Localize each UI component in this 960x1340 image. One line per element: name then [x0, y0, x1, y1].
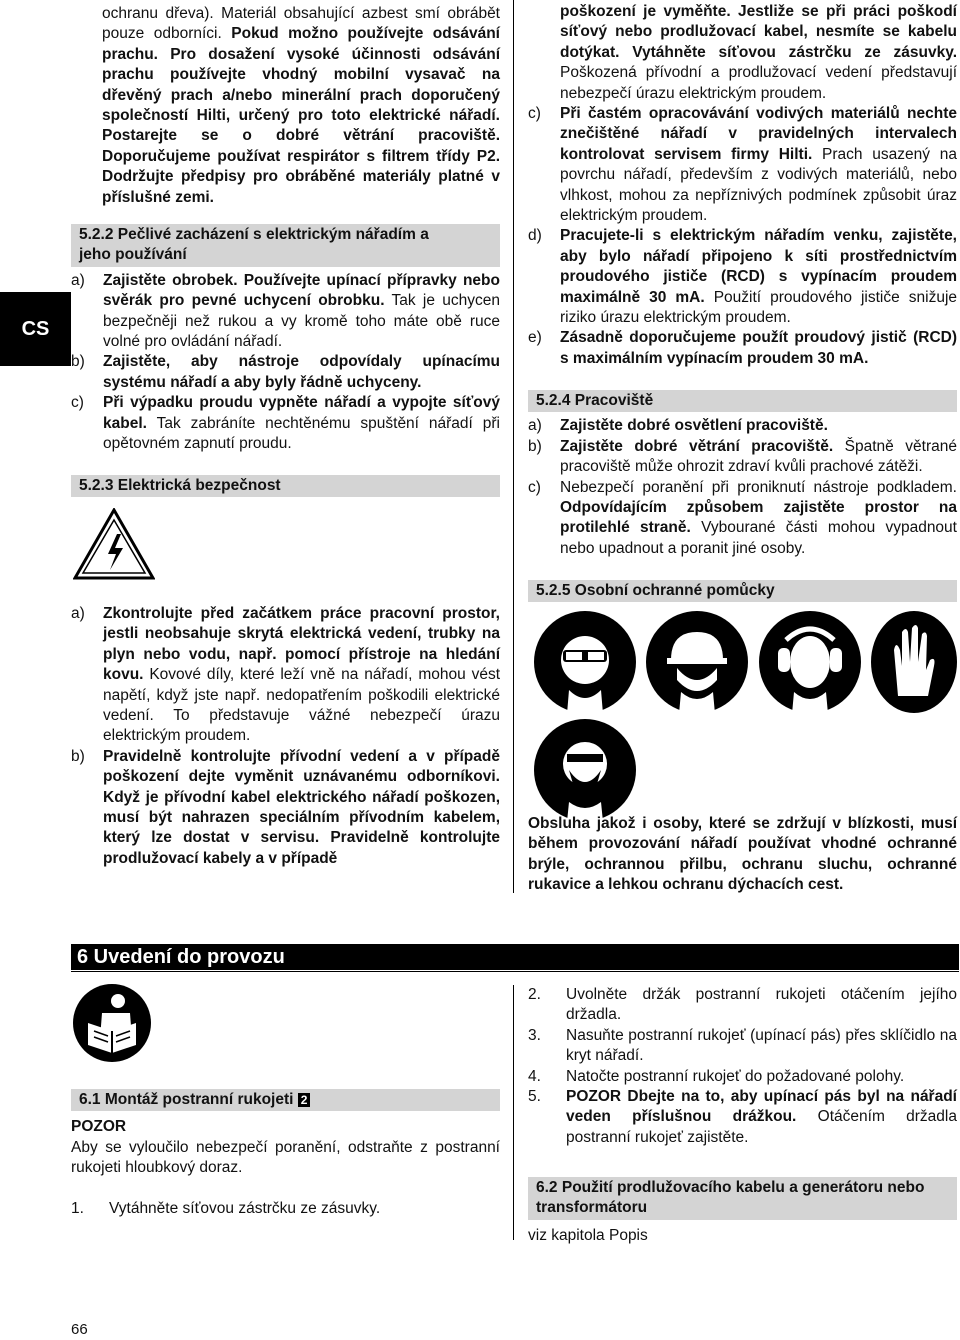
- step-text: [566, 1067, 957, 1087]
- list-item: [71, 271, 500, 353]
- step-item: [528, 1067, 957, 1087]
- text-run: Vytáhněte síťovou zástrčku ze zásuvky.: [109, 1199, 381, 1217]
- list-item-text: [560, 226, 957, 328]
- safety-goggles-icon: [533, 610, 637, 714]
- right-steps-block: [528, 985, 957, 1148]
- text-run: Uvolněte držák postranní rukojeti otáčením jejího držadla.: [566, 986, 957, 1024]
- step-item: [528, 1087, 957, 1148]
- text-run: Tak zabráníte nechtěnému spuštění nářadí při opětovném zapnutí proudu.: [103, 414, 500, 453]
- list-item-text: [560, 478, 957, 560]
- section-5-2-2: [71, 224, 500, 454]
- continued-paragraph: [560, 2, 957, 104]
- step-number: 5.: [528, 1088, 541, 1106]
- text-run: Odpovídajícím způsobem zajistěte prostor na protilehlé straně.: [560, 499, 957, 537]
- step-text: [566, 1087, 957, 1148]
- list-item-text: [103, 352, 500, 393]
- list-item-text: [103, 747, 500, 869]
- text-run: Při častém opracovávání vodivých materiálů nechte znečištěné nářadí v pravidelných intervalech kontrolovat servisem firmy Hilti.: [560, 105, 957, 163]
- list-item: [528, 104, 957, 226]
- list-item-label: c): [71, 394, 84, 412]
- text-run: Tak je uchycen bezpečněji než rukou a vy kromě toho máte obě ruce volné pro ovládání nářadí.: [103, 292, 500, 351]
- text-run: Nebezpečí poranění při proniknutí nástroje podkladem.: [560, 478, 957, 496]
- text-run: poškození je vyměňte. Jestliže se při práci poškodí síťový nebo prodlužovací kabel, nesmíte se kabelu dotýkat. Vytáhněte síťovou zástrčku ze zásuvky.: [560, 3, 957, 61]
- text-run: Otáčením držadla postranní rukojeť zajistěte.: [566, 1108, 957, 1146]
- steps-6-1-cont: [528, 985, 957, 1148]
- section-5-2-4: [528, 390, 957, 559]
- list-5-2-4: [528, 416, 957, 559]
- section-heading-6-1: 6.1 Montáž postranní rukojeti 2: [71, 1089, 500, 1111]
- figure-ref-badge: 2: [298, 1093, 311, 1107]
- list-item-text: [560, 328, 957, 369]
- step-text: [566, 1026, 957, 1067]
- list-item: [71, 352, 500, 393]
- list-item: [528, 328, 957, 369]
- list-item: [71, 393, 500, 454]
- section-heading-6-2: 6.2 Použití prodlužovacího kabelu a generátoru nebo transformátoru: [528, 1177, 957, 1220]
- text-run: Kovové díly, které leží vně na nářadí, mohou vést napětí, když jste např. nedopatřením poškodili elektrické vedení. To představuje vážné nebezpečí úrazu elektrickým proudem.: [103, 666, 500, 745]
- section-6-2: [528, 1177, 957, 1246]
- step-number: 1.: [71, 1199, 84, 1217]
- step-number: 2.: [528, 986, 541, 1003]
- text-run: Pracujete-li s elektrickým nářadím venku, zajistěte, aby bylo nářadí připojeno k síti prostřednictvím proudového jističe (RCD) s vypínacím proudem maximálně 30 mA.: [560, 227, 957, 306]
- list-item-text: [103, 271, 500, 353]
- list-item-label: b): [528, 437, 542, 455]
- list-item-text: [103, 604, 500, 747]
- right-column-cont: [560, 2, 957, 104]
- list-item: [528, 416, 957, 436]
- section-heading-5-2-4: 5.2.4 Pracoviště: [528, 390, 957, 412]
- text-run: POZOR Dbejte na to, aby upínací pás byl na nářadí veden příslušnou drážkou.: [566, 1088, 957, 1126]
- language-tab: CS: [0, 292, 71, 366]
- step-text: [566, 985, 957, 1026]
- text-run: Prach usazený na povrchu nářadí, především z vodivých materiálů, nebo vlhkost, mohou za nepříznivých podmínek způsobit úraz elektrickým proudem.: [560, 145, 957, 225]
- column-divider: [513, 0, 514, 893]
- list-item-text: [560, 416, 957, 436]
- text-run: Nasuňte postranní rukojeť (upínací pás) přes sklíčidlo na kryt nářadí.: [566, 1026, 957, 1065]
- text-run: Pokud možno používejte odsávání prachu. Pro dosažení vysoké účinnosti odsávání prachu používejte vhodný mobilní vysavač na dřevěný prach a/nebo minerální prach doporučený společností Hilti, určený pro toto elektrické nářadí. Postarejte se o dobré větrání pracoviště. Doporučujeme používat respirátor s filtrem třídy P2. Dodržujte předpisy pro obráběné materiály platné v příslušné zemi.: [102, 25, 500, 206]
- respirator-mask-icon: [533, 718, 637, 822]
- intro-paragraph: [102, 4, 500, 208]
- text-run: Pravidelně kontrolujte přívodní vedení a v případě poškození dejte vyměnit uznávanému odborníkovi. Když je přívodní kabel elektrického nářadí poškozen, musí být nahrazen speciálním přívodním kabelem, který lze dostat v servisu. Pravidelně kontrolujte prodlužovací kabely a v případě: [103, 747, 500, 867]
- chapter-6-title: 6 Uvedení do provozu: [77, 946, 285, 968]
- section-heading-5-2-3: 5.2.3 Elektrická bezpečnost: [71, 475, 500, 497]
- read-manual-icon: [72, 983, 152, 1063]
- section-heading-5-2-2: 5.2.2 Pečlivé zacházení s elektrickým nářadím a jeho používání: [71, 224, 500, 267]
- list-item: [71, 747, 500, 869]
- text-run: ochranu dřeva). Materiál obsahující azbest smí obrábět pouze odborníci.: [102, 5, 500, 43]
- step-item: [528, 1026, 957, 1067]
- chapter-separator: [71, 971, 959, 972]
- list-item: [528, 478, 957, 560]
- list-item: [528, 226, 957, 328]
- text-run: Zajistěte dobré větrání pracoviště.: [560, 437, 834, 455]
- list-5-2-3-cont: [528, 104, 957, 369]
- list-item-text: [560, 104, 957, 226]
- list-item-label: a): [71, 271, 85, 289]
- page-number: 66: [71, 1321, 88, 1338]
- section-5-2-5: [528, 580, 957, 602]
- step-item: [528, 985, 957, 1026]
- hard-hat-icon: [645, 610, 749, 714]
- high-voltage-warning-icon: [73, 508, 155, 580]
- list-item-label: a): [528, 417, 542, 435]
- list-5-2-2: [71, 271, 500, 455]
- caution-text: Aby se vyloučilo nebezpečí poranění, odstraňte z postranní rukojeti hloubkový doraz.: [71, 1138, 500, 1177]
- steps-6-1: [71, 1199, 500, 1219]
- chapter-6-bar: [71, 944, 959, 970]
- step-number: 3.: [528, 1026, 541, 1044]
- text-run: Vybourané části mohou vypadnout nebo upadnout a poranit jiné osoby.: [560, 519, 957, 557]
- list-5-2-3: [71, 604, 500, 869]
- text-run: Zajistěte, aby nástroje odpovídaly upínacímu systému nářadí a aby byly řádně uchyceny.: [103, 353, 500, 391]
- list-item-label: c): [528, 105, 541, 122]
- ear-protection-icon: [758, 610, 862, 714]
- text-run: Použití proudového jističe snižuje riziko úrazu elektrickým proudem.: [560, 288, 958, 327]
- text-run: Poškozená přívodní a prodlužovací vedení představují nebezpečí úrazu elektrickým proudem.: [560, 64, 957, 102]
- text-run: Natočte postranní rukojeť do požadované polohy.: [566, 1067, 905, 1085]
- protective-gloves-icon: [870, 610, 958, 714]
- caution-label: POZOR: [71, 1118, 127, 1136]
- list-item: [528, 437, 957, 478]
- list-item-label: e): [528, 329, 542, 347]
- ppe-text: Obsluha jakož i osoby, které se zdržují v blízkosti, musí během provozování nářadí používat vhodné ochranné brýle, ochrannou přilbu, ochranu sluchu, ochranné rukavice a lehkou ochranu dýchacích cest.: [528, 815, 957, 894]
- step-text: [109, 1199, 500, 1219]
- text-run: Špatně větrané pracoviště může ohrozit zdraví kvůli prachové zátěži.: [560, 437, 957, 476]
- text-run: Zajistěte dobré osvětlení pracoviště.: [560, 417, 828, 435]
- section-6-2-text: viz kapitola Popis: [528, 1226, 648, 1244]
- section-5-2-3: [71, 475, 500, 497]
- text-run: Zásadně doporučujeme použít proudový jistič (RCD) s maximálním vypínacím proudem 30 mA.: [560, 329, 957, 367]
- list-item-label: b): [71, 747, 85, 765]
- text-run: Zajistěte obrobek. Používejte upínací přípravky nebo svěrák pro pevné uchycení obrobku.: [103, 271, 500, 310]
- text-run: Při výpadku proudu vypněte nářadí a vypojte síťový kabel.: [103, 394, 500, 432]
- text-run: Zkontrolujte před začátkem práce pracovní prostor, jestli neobsahuje skrytá elektrická vedení, trubky na plyn nebo vodu, např. pomocí přístroje na hledání kovu.: [103, 605, 500, 684]
- step-item: [71, 1199, 500, 1219]
- section-heading-5-2-5: 5.2.5 Osobní ochranné pomůcky: [528, 580, 957, 602]
- section-5-2-3-list: [71, 604, 500, 869]
- left-column-top: [102, 4, 500, 208]
- list-item-label: a): [71, 605, 85, 622]
- column-divider-bottom: [513, 985, 514, 1240]
- list-item-label: d): [528, 227, 542, 245]
- right-column-items: [528, 104, 957, 369]
- list-item-label: b): [71, 353, 85, 371]
- section-6-1: [71, 1089, 500, 1219]
- step-number: 4.: [528, 1067, 541, 1085]
- list-item-text: [103, 393, 500, 454]
- list-item: [71, 604, 500, 747]
- ppe-text-block: [528, 814, 957, 896]
- list-item-text: [560, 437, 957, 478]
- list-item-label: c): [528, 478, 541, 496]
